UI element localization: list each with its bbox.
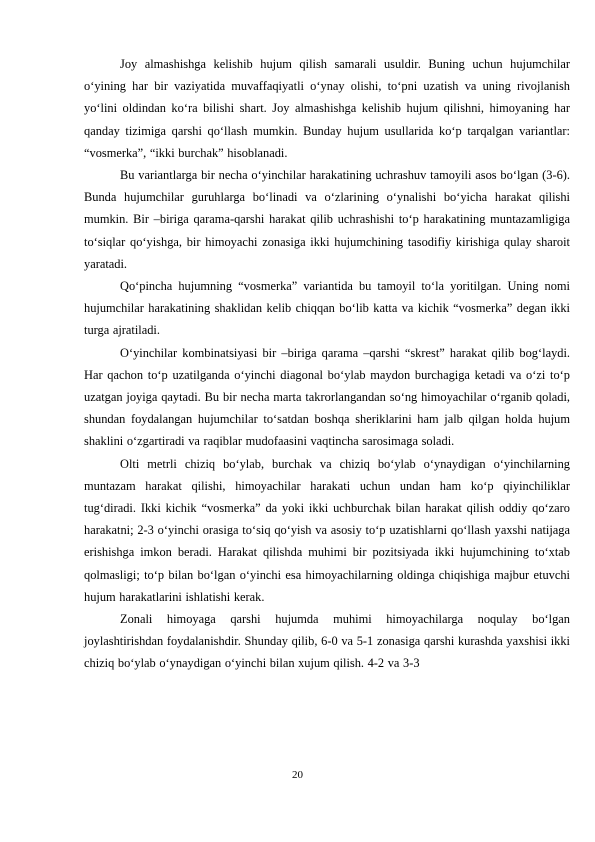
paragraph-3: Qo‘pincha hujumning “vosmerka” variantida bu tamoyil to‘la yoritilgan. Uning nomi hujumchilar harakatining shaklidan kelib chiqqan bo‘lib katta va kichik “vosmerka” degan ikki turga ajratiladi. — [84, 279, 570, 338]
paragraph-4: O‘yinchilar kombinatsiyasi bir –biriga qarama –qarshi “skrest” harakat qilib bog‘laydi. Har qachon to‘p uzatilganda o‘yinchi diagonal bo‘ylab maydon burchagiga ketadi va o‘zi to‘p uzatgan joyiga qaytadi. Bu bir necha marta takrorlangandan so‘ng himoyachilar o‘rganib qoladi, shundan foydalangan hujumchilar to‘satdan boshqa sheriklarini ham jalb qilgan holda hujum shaklini o‘zgartiradi va raqiblar mudofaasini vaqtincha sarosimaga soladi. — [84, 345, 570, 449]
paragraph-2: Bu variantlarga bir necha o‘yinchilar harakatining uchrashuv tamoyili asos bo‘lgan (3-6). Bunda hujumchilar guruhlarga bo‘linadi va o‘zlarining o‘ynalishi bo‘yicha harakat qilishi mumkin. Bir –biriga qarama-qarshi harakat qilib uchrashishi to‘p harakatining muntazamligiga to‘siqlar qo‘yishga, bir himoyachi zonasiga ikki hujumchining tasodifiy kirishiga qulay sharoit yaratadi. — [84, 168, 570, 271]
paragraph-6: Zonali himoyaga qarshi hujumda muhimi himoyachilarga noqulay bo‘lgan joylashtirishdan foydalanishdir. Shunday qilib, 6-0 va 5-1 zonasiga qarshi kurashda yaxshisi ikki chiziq bo‘ylab o‘ynaydigan o‘yinchi bilan xujum qilish. 4-2 va 3-3 — [84, 612, 570, 671]
page-number: 20 — [292, 769, 303, 781]
paragraph-5: Olti metrli chiziq bo‘ylab, burchak va chiziq bo‘ylab o‘ynaydigan o‘yinchilarning muntazam harakat qilishi, himoyachilar harakati uchun undan ham ko‘p qiyinchiliklar tug‘diradi. Ikki kichik “vosmerka” da yoki ikki uchburchak bilan harakat qilish oddiy qo‘zaro harakatni; 2-3 o‘yinchi orasiga to‘siq qo‘yish va asosiy to‘p uzatishlarni qo‘llash yaxshi natijaga erishishga imkon beradi. Harakat qilishda muhimi bir pozitsiyada ikki hujumchining to‘xtab qolmasligi; to‘p bilan bo‘lgan o‘yinchi esa himoyachilarning oldinga chiqishiga majbur etuvchi hujum harakatlarini ishlatishi kerak. — [84, 456, 570, 604]
paragraph-1: Joy almashishga kelishib hujum qilish samarali usuldir. Buning uchun hujumchilar o‘yining har bir vaziyatida muvaffaqiyatli o‘ynay olishi, to‘pni uzatish va uning rivojlanish yo‘lini oldindan ko‘ra bilishi shart. Joy almashishga kelishib hujum qilishni, himoyaning har qanday tizimiga qarshi qo‘llash mumkin. Bunday hujum usullarida ko‘p tarqalgan variantlar: “vosmerka”, “ikki burchak” hisoblanadi. — [84, 57, 570, 160]
document-page — [84, 53, 570, 675]
